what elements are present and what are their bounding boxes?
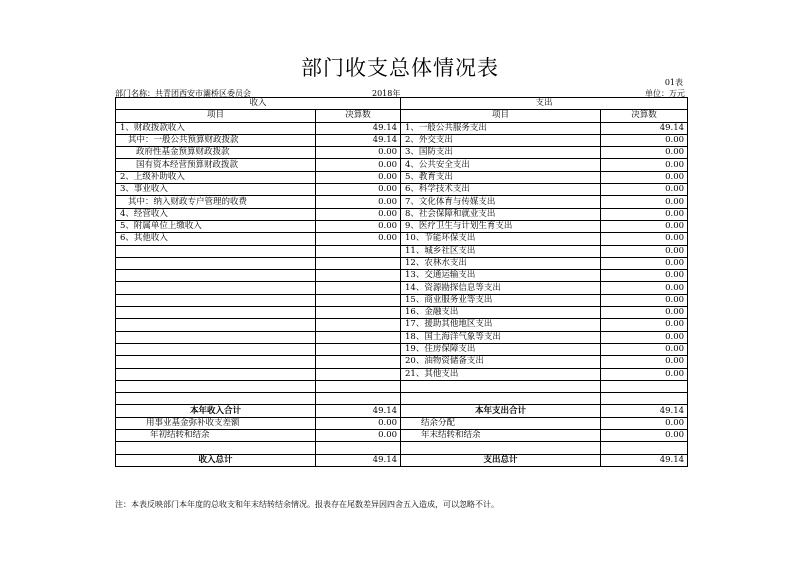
- income-amount-cell: [316, 319, 401, 331]
- expense-amount-cell: 0.00: [601, 356, 688, 368]
- blank-row: [116, 393, 688, 405]
- expense-amount-cell: 0.00: [601, 134, 688, 146]
- table-row: [116, 159, 688, 171]
- expense-amount-cell: 0.00: [601, 307, 688, 319]
- income-item-cell: [116, 319, 316, 331]
- income-item-cell: 国有资本经营预算财政拨款: [116, 159, 316, 171]
- expense-extra-value: 0.00: [601, 417, 688, 429]
- grand-expense-label: 支出总计: [401, 454, 601, 466]
- expense-amount-cell: 0.00: [601, 184, 688, 196]
- blank-cell: [116, 393, 316, 405]
- table-row: [116, 282, 688, 294]
- income-item-cell: [116, 270, 316, 282]
- income-amount-cell: 0.00: [316, 159, 401, 171]
- expense-total-value: 49.14: [601, 405, 688, 417]
- table-row: [116, 356, 688, 368]
- table-row: [116, 430, 688, 442]
- expense-item-cell: 8、社会保障和就业支出: [401, 208, 601, 220]
- expense-amount-cell: 0.00: [601, 196, 688, 208]
- expense-amount-cell: 0.00: [601, 171, 688, 183]
- grand-total-row: [116, 454, 688, 466]
- income-amount-cell: [316, 368, 401, 380]
- income-amount-cell: 0.00: [316, 196, 401, 208]
- expense-item-cell: 14、资源勘探信息等支出: [401, 282, 601, 294]
- expense-item-cell: 3、国防支出: [401, 147, 601, 159]
- income-amount-cell: 0.00: [316, 147, 401, 159]
- table-row: [116, 208, 688, 220]
- expense-extra-label: 结余分配: [401, 417, 601, 429]
- income-amount-cell: 49.14: [316, 134, 401, 146]
- expense-amount-cell: 0.00: [601, 270, 688, 282]
- income-item-header: 项目: [116, 110, 316, 122]
- report-year: 2018年: [372, 89, 401, 98]
- income-amount-cell: [316, 270, 401, 282]
- income-item-cell: [116, 245, 316, 257]
- blank-cell: [316, 380, 401, 392]
- expense-item-cell: 20、油物资储备支出: [401, 356, 601, 368]
- table-row: [116, 122, 688, 134]
- income-amount-cell: 0.00: [316, 208, 401, 220]
- income-item-cell: 3、事业收入: [116, 184, 316, 196]
- expense-amount-cell: 0.00: [601, 147, 688, 159]
- income-amount-cell: 49.14: [316, 122, 401, 134]
- blank-cell: [601, 393, 688, 405]
- expense-item-cell: 7、文化体育与传媒支出: [401, 196, 601, 208]
- income-header: 收入: [116, 98, 401, 110]
- expense-amount-cell: 0.00: [601, 319, 688, 331]
- expense-item-cell: 13、交通运输支出: [401, 270, 601, 282]
- expense-amount-cell: 49.14: [601, 122, 688, 134]
- income-amount-cell: 0.00: [316, 171, 401, 183]
- table-row: [116, 196, 688, 208]
- form-number: 01表: [664, 78, 683, 87]
- blank-row: [116, 442, 688, 454]
- grand-income-value: 49.14: [316, 454, 401, 466]
- expense-item-cell: 19、住房保障支出: [401, 343, 601, 355]
- blank-cell: [116, 442, 316, 454]
- income-item-cell: [116, 307, 316, 319]
- expense-amount-cell: 0.00: [601, 245, 688, 257]
- expense-amount-cell: 0.00: [601, 208, 688, 220]
- income-amount-cell: [316, 343, 401, 355]
- expense-item-cell: 4、公共安全支出: [401, 159, 601, 171]
- expense-amount-cell: 0.00: [601, 159, 688, 171]
- blank-cell: [316, 393, 401, 405]
- year-total-row: [116, 405, 688, 417]
- income-amount-cell: 0.00: [316, 220, 401, 232]
- table-row: [116, 134, 688, 146]
- expense-total-label: 本年支出合计: [401, 405, 601, 417]
- income-item-cell: [116, 282, 316, 294]
- expense-amount-cell: 0.00: [601, 368, 688, 380]
- income-amount-cell: [316, 294, 401, 306]
- income-amount-cell: [316, 245, 401, 257]
- expense-item-cell: 15、商业服务业等支出: [401, 294, 601, 306]
- table-row: [116, 270, 688, 282]
- income-extra-label: 年初结转和结余: [116, 430, 316, 442]
- blank-cell: [601, 442, 688, 454]
- expense-amount-cell: 0.00: [601, 331, 688, 343]
- income-item-cell: 2、上级补助收入: [116, 171, 316, 183]
- income-amount-cell: 0.00: [316, 233, 401, 245]
- income-item-cell: 1、财政拨款收入: [116, 122, 316, 134]
- expense-item-cell: 16、金融支出: [401, 307, 601, 319]
- income-total-value: 49.14: [316, 405, 401, 417]
- income-extra-value: 0.00: [316, 417, 401, 429]
- blank-cell: [401, 393, 601, 405]
- expense-amount-cell: 0.00: [601, 294, 688, 306]
- expense-item-cell: 10、节能环保支出: [401, 233, 601, 245]
- report-title: 部门收支总体情况表: [301, 56, 499, 80]
- department-name: 部门名称：共青团西安市灞桥区委员会: [115, 89, 251, 98]
- income-amount-cell: [316, 356, 401, 368]
- table-row: [116, 245, 688, 257]
- section-header-row: [116, 98, 688, 110]
- expense-header: 支出: [401, 98, 688, 110]
- expense-item-cell: 17、援助其他地区支出: [401, 319, 601, 331]
- table-row: [116, 294, 688, 306]
- income-amount-header: 决算数: [316, 110, 401, 122]
- table-row: [116, 257, 688, 269]
- income-item-cell: 5、附属单位上缴收入: [116, 220, 316, 232]
- table-row: [116, 343, 688, 355]
- expense-amount-cell: 0.00: [601, 343, 688, 355]
- table-row: [116, 331, 688, 343]
- income-item-cell: [116, 343, 316, 355]
- table-row: [116, 319, 688, 331]
- expense-amount-cell: 0.00: [601, 282, 688, 294]
- blank-cell: [316, 442, 401, 454]
- income-item-cell: [116, 257, 316, 269]
- income-item-cell: 4、经营收入: [116, 208, 316, 220]
- income-item-cell: [116, 368, 316, 380]
- expense-item-cell: 21、其他支出: [401, 368, 601, 380]
- table-row: [116, 220, 688, 232]
- income-amount-cell: [316, 331, 401, 343]
- income-item-cell: 政府性基金预算财政拨款: [116, 147, 316, 159]
- table-row: [116, 171, 688, 183]
- column-header-row: [116, 110, 688, 122]
- income-item-cell: [116, 331, 316, 343]
- income-amount-cell: [316, 257, 401, 269]
- blank-cell: [401, 442, 601, 454]
- footnote: 注：本表反映部门本年度的总收支和年末结转结余情况。报表存在尾数差异因四舍五入造成，可以忽略不计。: [115, 500, 499, 509]
- expense-item-cell: 11、城乡社区支出: [401, 245, 601, 257]
- blank-row: [116, 380, 688, 392]
- blank-cell: [116, 380, 316, 392]
- income-extra-label: 用事业基金弥补收支差额: [116, 417, 316, 429]
- blank-cell: [401, 380, 601, 392]
- expense-amount-header: 决算数: [601, 110, 688, 122]
- expense-amount-cell: 0.00: [601, 257, 688, 269]
- table-row: [116, 184, 688, 196]
- expense-amount-cell: 0.00: [601, 233, 688, 245]
- income-amount-cell: [316, 307, 401, 319]
- table-row: [116, 233, 688, 245]
- grand-expense-value: 49.14: [601, 454, 688, 466]
- income-item-cell: [116, 294, 316, 306]
- income-item-cell: 其中：纳入财政专户管理的收费: [116, 196, 316, 208]
- expense-item-cell: 12、农林水支出: [401, 257, 601, 269]
- expense-item-cell: 2、外交支出: [401, 134, 601, 146]
- table-row: [116, 147, 688, 159]
- expense-item-cell: 9、医疗卫生与计划生育支出: [401, 220, 601, 232]
- income-amount-cell: 0.00: [316, 184, 401, 196]
- expense-extra-label: 年末结转和结余: [401, 430, 601, 442]
- income-expense-table: [115, 97, 688, 467]
- income-item-cell: 6、其他收入: [116, 233, 316, 245]
- expense-amount-cell: 0.00: [601, 220, 688, 232]
- expense-item-cell: 6、科学技术支出: [401, 184, 601, 196]
- unit-label: 单位：万元: [645, 89, 685, 98]
- table-row: [116, 368, 688, 380]
- income-total-label: 本年收入合计: [116, 405, 316, 417]
- income-item-cell: 其中：一般公共预算财政拨款: [116, 134, 316, 146]
- table-row: [116, 307, 688, 319]
- expense-item-header: 项目: [401, 110, 601, 122]
- grand-income-label: 收入总计: [116, 454, 316, 466]
- expense-extra-value: 0.00: [601, 430, 688, 442]
- income-amount-cell: [316, 282, 401, 294]
- expense-item-cell: 18、国土海洋气象等支出: [401, 331, 601, 343]
- income-item-cell: [116, 356, 316, 368]
- table-row: [116, 417, 688, 429]
- expense-item-cell: 1、一般公共服务支出: [401, 122, 601, 134]
- blank-cell: [601, 380, 688, 392]
- income-extra-value: 0.00: [316, 430, 401, 442]
- expense-item-cell: 5、教育支出: [401, 171, 601, 183]
